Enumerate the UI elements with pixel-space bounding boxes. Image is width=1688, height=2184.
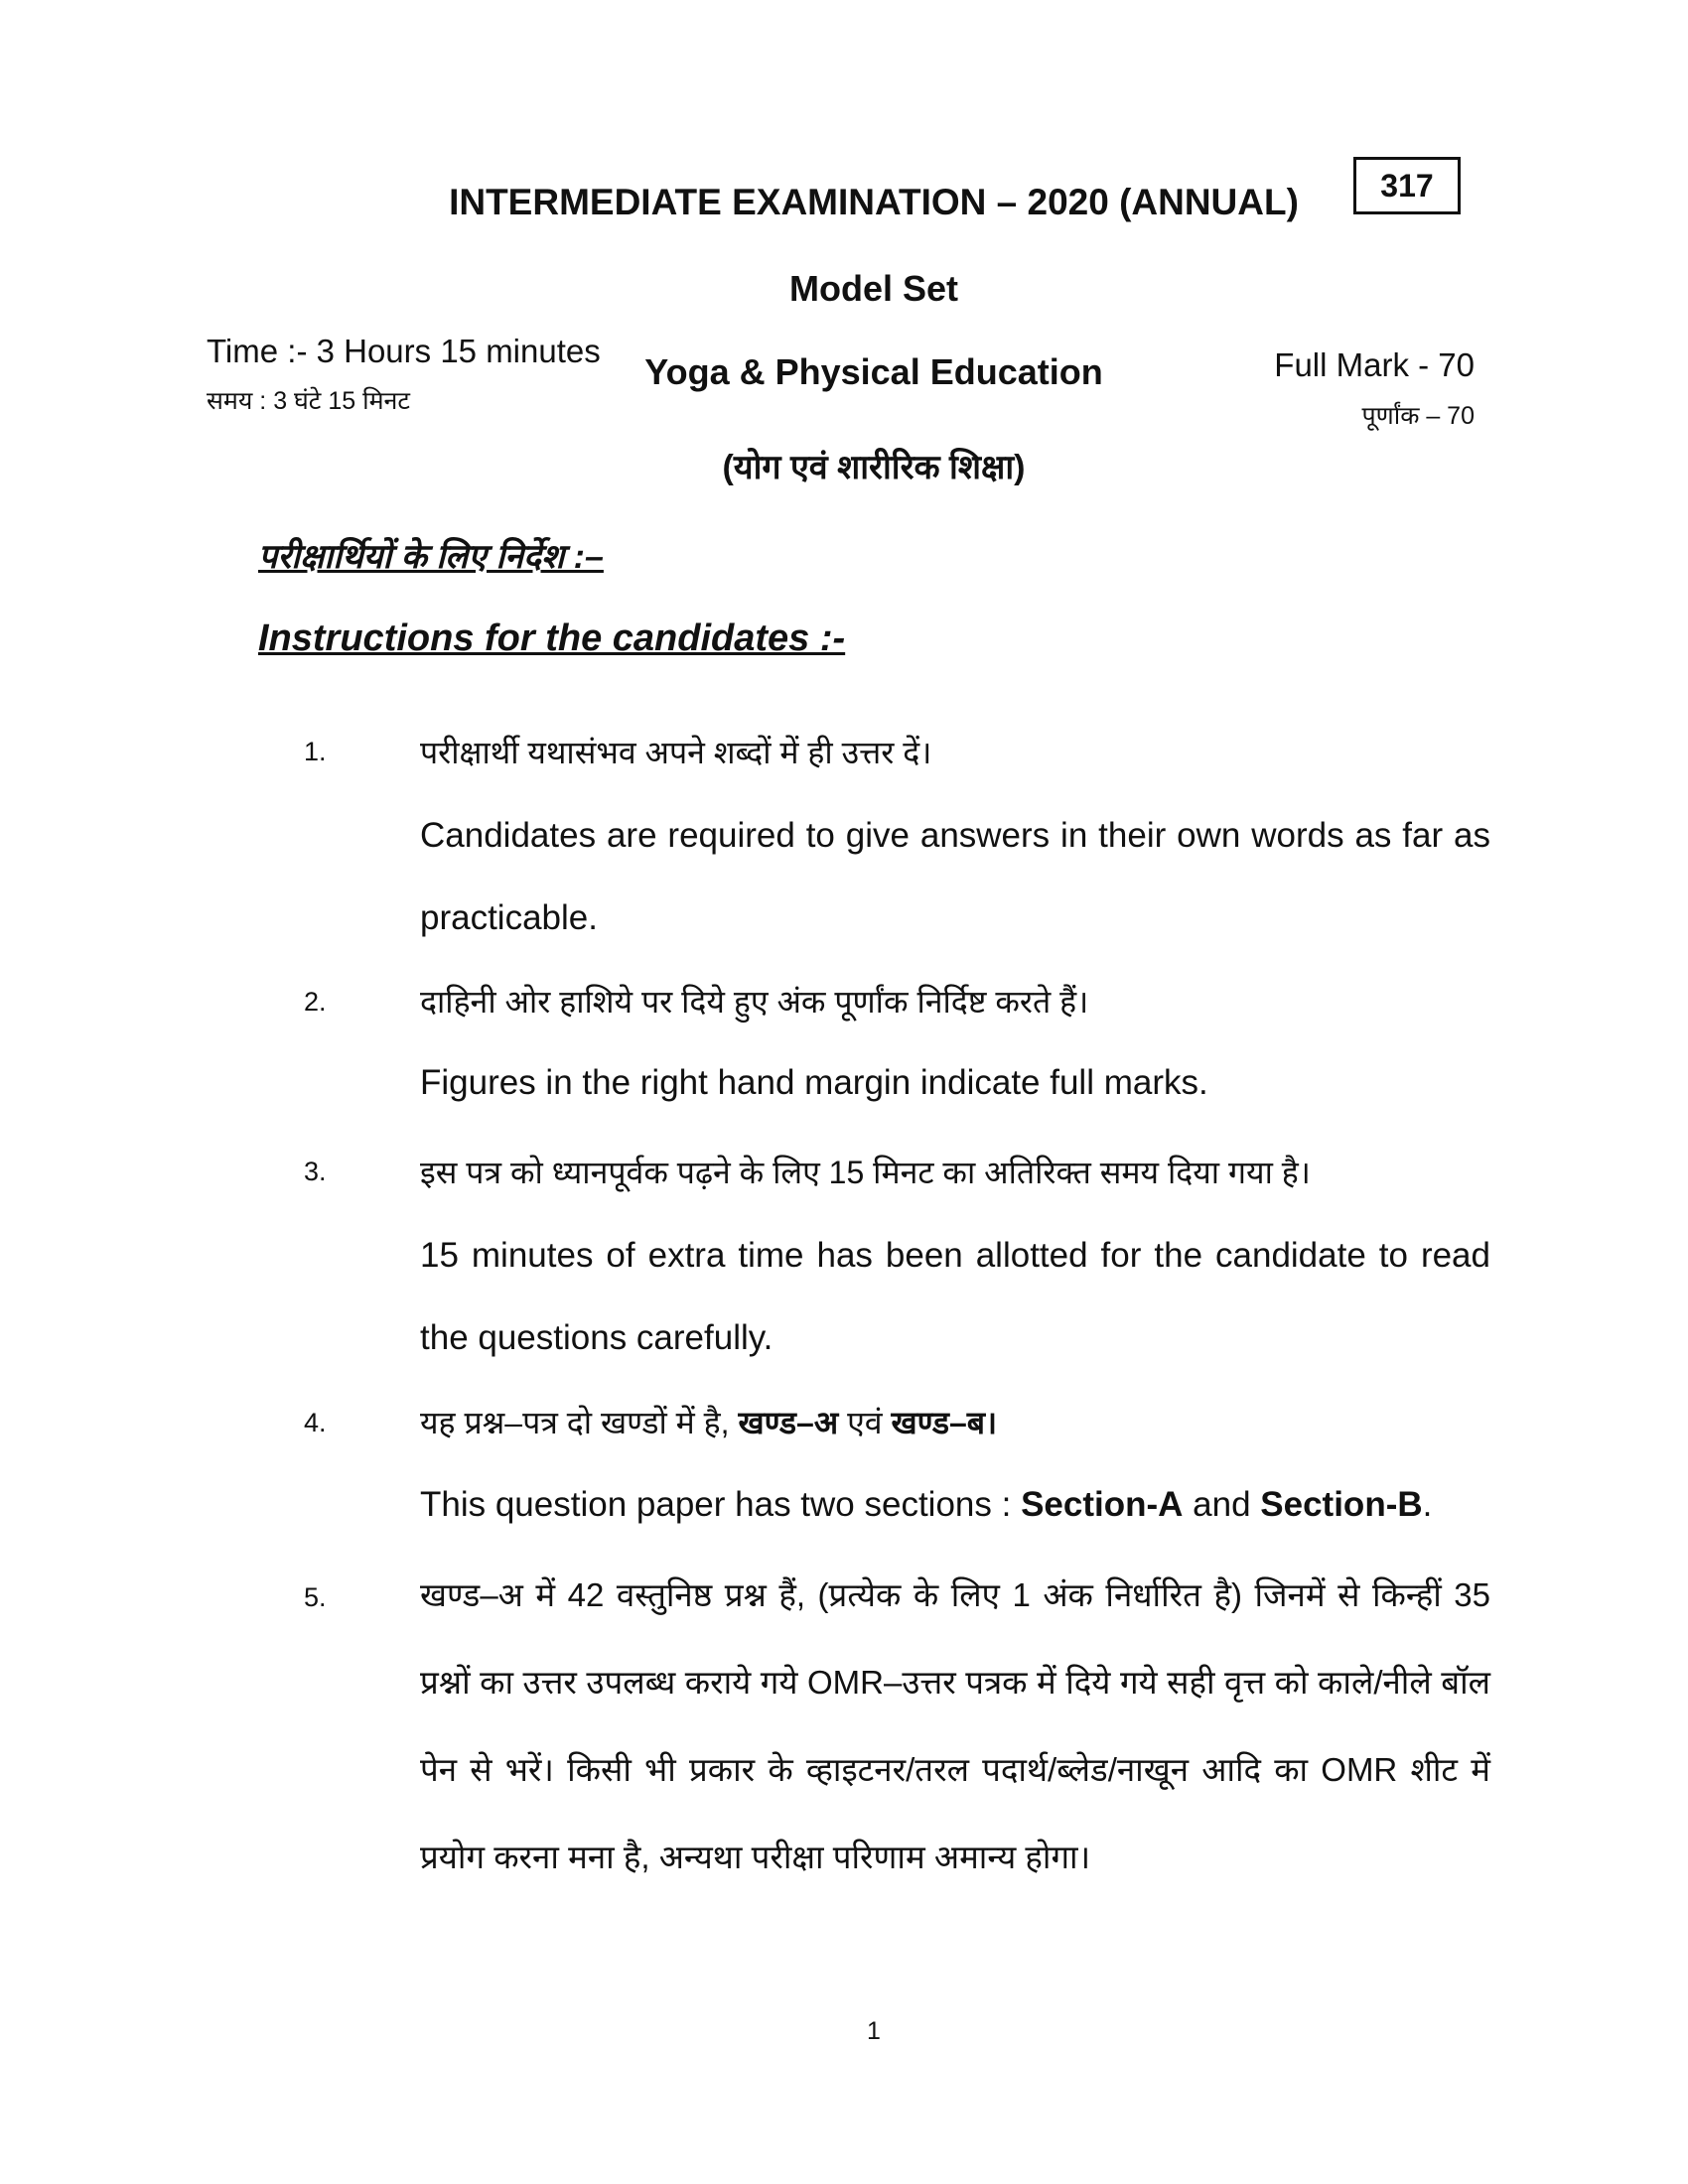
section-a-english: Section-A (1021, 1485, 1184, 1524)
instructions-heading-hindi: परीक्षार्थियों के लिए निर्देश :– (258, 538, 604, 576)
instruction-hindi: इस पत्र को ध्यानपूर्वक पढ़ने के लिए 15 मिनट का अतिरिक्त समय दिया गया है। (420, 1155, 1311, 1190)
instruction-number: 4. (304, 1408, 327, 1437)
exam-title: INTERMEDIATE EXAMINATION – 2020 (ANNUAL) (449, 182, 1299, 222)
instruction-english (420, 1485, 1490, 1525)
instruction-number: 2. (304, 987, 327, 1017)
model-set-label: Model Set (788, 268, 958, 309)
section-b-hindi: खण्ड–ब। (891, 1405, 998, 1440)
instruction-number: 3. (304, 1157, 327, 1186)
time-hindi: समय : 3 घंटे 15 मिनट (207, 387, 411, 415)
instruction-hindi: परीक्षार्थी यथासंभव अपने शब्दों में ही उत्तर दें। (420, 735, 932, 770)
page-number: 1 (867, 2017, 881, 2045)
instruction-text: एवं (838, 1405, 892, 1440)
section-b-english: Section-B (1260, 1485, 1423, 1524)
instruction-hindi (420, 1401, 1490, 1443)
subject-hindi: (योग एवं शारीरिक शिक्षा) (722, 449, 1026, 486)
instruction-hindi: खण्ड–अ में 42 वस्तुनिष्ठ प्रश्न हैं, (प्रत्येक के लिए 1 अंक निर्धारित है) जिनमें से किन्हीं 35 प्रश्नों का उत्तर उपलब्ध कराये गये OMR–उत्तर पत्रक में दिये गये सही वृत्त को काले/नीले बॉल पेन से भरें। किसी भी प्रकार के व्हाइटनर/तरल पदार्थ/ब्लेड/नाखून आदि का OMR शीट में प्रयोग करना मना है, अन्यथा परीक्षा परिणाम अमान्य होगा। (420, 1576, 1490, 1875)
instruction-hindi: दाहिनी ओर हाशिये पर दिये हुए अंक पूर्णांक निर्दिष्ट करते हैं। (420, 984, 1089, 1020)
paper-code-box: 317 (1353, 157, 1461, 214)
instruction-english: Figures in the right hand margin indicate full marks. (420, 1063, 1208, 1102)
subject-english: Yoga & Physical Education (644, 351, 1103, 392)
section-a-hindi: खण्ड–अ (738, 1405, 839, 1440)
instruction-text: . (1422, 1485, 1433, 1524)
instruction-text: and (1183, 1485, 1261, 1524)
instruction-text: यह प्रश्न–पत्र दो खण्डों में है, (420, 1405, 739, 1440)
full-mark-english: Full Mark - 70 (1274, 346, 1475, 383)
instruction-number: 1. (304, 737, 327, 766)
instruction-number: 5. (304, 1582, 327, 1612)
time-english: Time :- 3 Hours 15 minutes (207, 333, 601, 369)
instruction-english: 15 minutes of extra time has been allotted for the candidate to read the questions carefully. (420, 1236, 1490, 1357)
instruction-text: This question paper has two sections : (420, 1485, 1022, 1524)
instructions-heading-english: Instructions for the candidates :- (258, 617, 846, 659)
full-mark-hindi: पूर्णांक – 70 (1361, 402, 1475, 430)
instruction-english: Candidates are required to give answers in their own words as far as practicable. (420, 816, 1490, 937)
